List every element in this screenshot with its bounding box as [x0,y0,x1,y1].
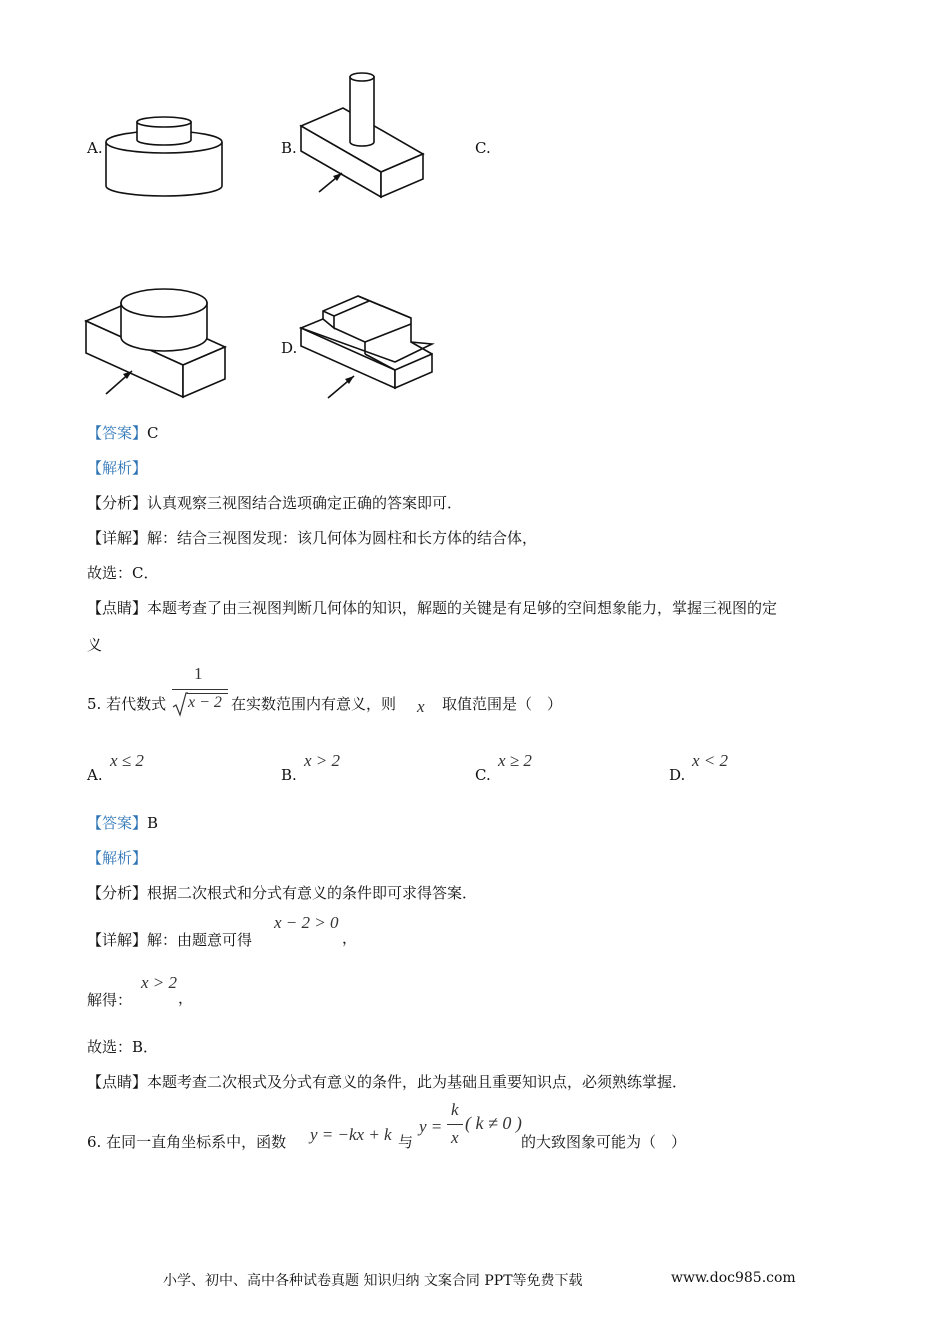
q6-suffix: 的大致图象可能为（ ） [521,1133,687,1151]
q5-option-b-label: B. [281,766,297,784]
dianjing-text: 本题考查了由三视图判断几何体的知识，解题的关键是有足够的空间想象能力，掌握三视图的定 [147,599,778,617]
q4-dianjing-line [87,597,777,618]
q6-func2-cond: ( k ≠ 0 ) [465,1113,522,1133]
q5-prefix: 5. 若代数式 [87,695,167,713]
q5-option-b-math: x > 2 [304,751,341,770]
q6-func2-lhs: y = [419,1117,443,1136]
q4-xiangjie-line [87,527,537,548]
radical-sign-icon [172,692,188,718]
option-c-figure [82,283,232,405]
fenxi-text: 根据二次根式和分式有意义的条件即可求得答案． [147,884,478,902]
answer-tag: 【答案】 [87,814,148,832]
xiangjie-text: 解：由题意可得 [147,931,253,949]
option-a-figure [100,110,230,202]
q4-analysis-tag: 【解析】 [87,459,148,477]
q5-xiangjie-comma: ， [342,929,358,947]
q5-option-c-label: C. [475,766,491,784]
q5-numerator: 1 [194,664,203,683]
answer-value: B [147,814,159,832]
answer-value: C [147,424,159,442]
q5-jiede-comma: ， [178,989,194,1007]
q5-suffix-1: 在实数范围内有意义，则 [231,695,397,713]
dianjing-tag: 【点睛】 [87,599,148,617]
q5-xiangjie-math: x − 2 > 0 [274,913,339,932]
q4-dianjing-line2: 义 [87,636,103,654]
q5-xiangjie-line [87,929,252,950]
q5-jiede-math: x > 2 [141,973,178,992]
q5-suffix-2: 取值范围是（ ） [442,695,563,713]
q5-var: x [417,697,425,716]
option-d-figure [296,280,438,404]
option-b-figure [296,70,428,202]
q5-option-d-label: D. [669,766,686,784]
q5-fraction-bar [172,689,228,690]
footer-url[interactable]: www.doc985.com [671,1270,796,1286]
q4-answer-line [87,422,159,443]
dianjing-tag: 【点睛】 [87,1073,148,1091]
option-b-label: B. [281,139,297,157]
option-a-label: A. [87,139,103,157]
xiangjie-text: 解：结合三视图发现：该几何体为圆柱和长方体的结合体， [147,529,538,547]
q5-analysis-tag: 【解析】 [87,849,148,867]
xiangjie-tag: 【详解】 [87,931,148,949]
xiangjie-tag: 【详解】 [87,529,148,547]
dianjing-text: 本题考查二次根式及分式有意义的条件，此为基础且重要知识点，必须熟练掌握． [147,1073,688,1091]
footer-text: 小学、初中、高中各种试卷真题 知识归纳 文案合同 PPT等免费下载 [163,1273,583,1289]
fenxi-text: 认真观察三视图结合选项确定正确的答案即可． [147,494,463,512]
q5-fraction [172,664,228,720]
q5-option-a-math: x ≤ 2 [110,751,144,770]
q6-func1: y = −kx + k [310,1125,392,1144]
fenxi-tag: 【分析】 [87,884,148,902]
q5-option-c-math: x ≥ 2 [498,751,532,770]
q6-func2-num: k [451,1100,459,1119]
q5-jiede-label: 解得： [87,991,133,1009]
q5-option-d-math: x < 2 [692,751,729,770]
fenxi-tag: 【分析】 [87,494,148,512]
q5-guxuan: 故选：B． [87,1038,159,1056]
q6-func2-den: x [451,1128,459,1147]
q6-prefix: 6. 在同一直角坐标系中，函数 [87,1133,287,1151]
option-c-label: C. [475,139,491,157]
q5-radicand: x − 2 [188,694,222,711]
q4-guxuan: 故选：C． [87,564,159,582]
q5-fenxi-line [87,882,477,903]
q4-fenxi-line [87,492,462,513]
q6-conj: 与 [398,1133,414,1151]
option-d-label: D. [281,339,298,357]
q6-fraction-bar [447,1124,463,1125]
q5-option-a-label: A. [87,766,103,784]
q5-dianjing-line [87,1071,687,1092]
q5-answer-line [87,812,158,833]
answer-tag: 【答案】 [87,424,148,442]
